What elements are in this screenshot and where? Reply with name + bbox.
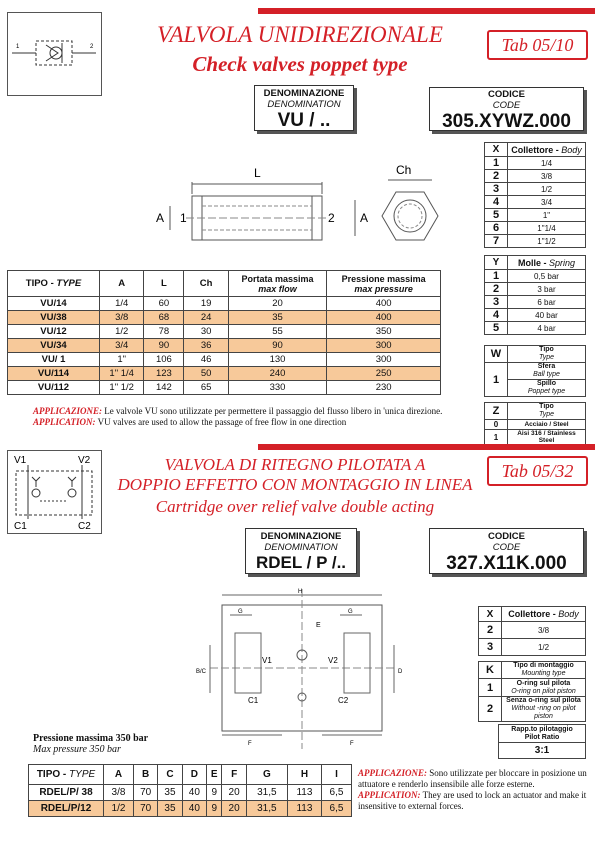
selector-k-mounting: K Tipo di montaggio Mounting type 1 O-ring sul pilota O-ring on pilot piston 2 Senza o-ring sul pilota Without -ring on pilot piston [478, 661, 586, 722]
pilot-ratio-box: Rapp.to pilotaggio Pilot Ratio 3:1 [498, 724, 586, 759]
section1-title-it: VALVOLA UNIDIREZIONALE [157, 22, 443, 47]
symbol-v1: V1 [14, 455, 27, 466]
col2-G: G [246, 765, 287, 785]
option-key: 1 [485, 157, 508, 170]
option-key: 3 [485, 296, 508, 309]
denom-label-it: DENOMINAZIONE [263, 88, 345, 99]
option-key: 2 [479, 697, 502, 722]
table-cell: 300 [327, 339, 441, 353]
app2-label-it: APPLICAZIONE: [358, 768, 428, 778]
code-label-en: CODE [492, 100, 521, 111]
col-max-pressure: Pressione massima max pressure [327, 271, 441, 297]
table-cell: 60 [144, 297, 184, 311]
check-valve-drawing [150, 160, 440, 250]
table-row [29, 801, 352, 817]
table-row [8, 367, 441, 381]
symbol-c1: C1 [14, 521, 27, 532]
option-key: 5 [485, 209, 508, 222]
pilot-check-valve-drawing [190, 585, 415, 755]
app-label-en: APPLICATION: [33, 417, 96, 427]
option-value: O-ring sul pilota O-ring on pilot piston [502, 679, 586, 697]
list-item [485, 209, 586, 222]
table-cell: RDEL/P/12 [29, 801, 104, 817]
table-cell: VU/114 [8, 367, 100, 381]
col2-H: H [287, 765, 321, 785]
option-key: 3 [479, 639, 502, 656]
table-cell: 20 [228, 297, 327, 311]
list-item [485, 222, 586, 235]
table-cell: 1" [100, 353, 144, 367]
option-value: 1" [508, 209, 586, 222]
col2-C: C [158, 765, 182, 785]
list-item [485, 183, 586, 196]
code2-label-it: CODICE [488, 531, 525, 542]
table-cell: 250 [327, 367, 441, 381]
col2-type: TIPO - TYPE [29, 765, 104, 785]
list-item [479, 697, 586, 722]
section2-spec-table [28, 764, 352, 817]
denom2-label-en: DENOMINATION [264, 542, 338, 553]
table-cell: 70 [133, 785, 157, 801]
list-item [485, 270, 586, 283]
section1-tab-badge: Tab 05/10 [487, 30, 588, 60]
table-cell: 35 [158, 801, 182, 817]
table-cell: 78 [144, 325, 184, 339]
table-cell: 3/4 [100, 339, 144, 353]
col2-D: D [182, 765, 206, 785]
table-cell: 3/8 [100, 311, 144, 325]
section2-title-it-line2: DOPPIO EFFETTO CON MONTAGGIO IN LINEA [117, 475, 473, 494]
drawing-v1: V1 [262, 656, 272, 665]
col-L: L [144, 271, 184, 297]
code-value: 305.XYWZ.000 [442, 111, 571, 132]
col2-A: A [104, 765, 134, 785]
table-cell: 31,5 [246, 785, 287, 801]
table-cell: 50 [184, 367, 228, 381]
app-label-it: APPLICAZIONE: [33, 406, 103, 416]
option-key: 3 [485, 183, 508, 196]
option-key: 4 [485, 309, 508, 322]
section2-title-it-line1: VALVOLA DI RITEGNO PILOTATA A [164, 455, 426, 474]
top-red-bar [258, 8, 595, 14]
table-cell: 35 [158, 785, 182, 801]
table-cell: 350 [327, 325, 441, 339]
symbol-port-2: 2 [90, 44, 94, 50]
pressure-note: Pressione massima 350 bar Max pressure 350 bar [33, 733, 149, 755]
table-cell: 31,5 [246, 801, 287, 817]
option-value: 1"1/2 [508, 235, 586, 248]
drawing-c2: C2 [338, 696, 349, 705]
table-cell: 230 [327, 381, 441, 395]
table-cell: 113 [287, 801, 321, 817]
option-key: 5 [485, 322, 508, 335]
app2-text-en: They are used to lock an actuator and make it insensitive to external forces. [358, 790, 587, 811]
drawing-G-right: G [348, 609, 353, 615]
col-A: A [100, 271, 144, 297]
option-value: 0,5 bar [508, 270, 586, 283]
drawing-BC: B/C [196, 669, 207, 675]
option-value: 3/8 [502, 622, 586, 639]
option-key: 4 [485, 196, 508, 209]
table-cell: VU/34 [8, 339, 100, 353]
denom-label-en: DENOMINATION [267, 99, 341, 110]
table-cell: 30 [184, 325, 228, 339]
table-cell: VU/ 1 [8, 353, 100, 367]
option-value: Senza o-ring sul pilota Without -ring on pilot piston [502, 697, 586, 722]
table-cell: 1/2 [104, 801, 134, 817]
option-value: 1/2 [508, 183, 586, 196]
code-label-it: CODICE [488, 89, 525, 100]
section1-title-en: Check valves poppet type [192, 52, 408, 76]
selector-y-spring: Y Molle - Spring 1 0,5 bar 2 3 bar 3 6 bar 4 40 bar 5 4 bar [484, 255, 586, 335]
section2-code-box [429, 528, 584, 574]
option-key: 6 [485, 222, 508, 235]
dim-L-label: L [254, 166, 261, 180]
option-key: 2 [479, 622, 502, 639]
option-value: 1/4 [508, 157, 586, 170]
selector2-x-body: X Collettore - Body 2 3/8 3 1/2 [478, 606, 586, 656]
table-cell: VU/112 [8, 381, 100, 395]
col-Ch: Ch [184, 271, 228, 297]
list-item [485, 235, 586, 248]
option-value: 4 bar [508, 322, 586, 335]
table-cell: 35 [228, 311, 327, 325]
option-value: 40 bar [508, 309, 586, 322]
option-key: 2 [485, 170, 508, 183]
app-text-en: VU valves are used to allow the passage of free flow in one direction [97, 417, 347, 427]
section2-denomination-box [245, 528, 357, 574]
option-key: 1 [479, 679, 502, 697]
col2-B: B [133, 765, 157, 785]
section1-application [33, 406, 443, 428]
col2-F: F [222, 765, 246, 785]
table-cell: 1/4 [100, 297, 144, 311]
list-item [485, 196, 586, 209]
list-item [485, 170, 586, 183]
option-value: 3/8 [508, 170, 586, 183]
table-cell: 106 [144, 353, 184, 367]
table-cell: 9 [207, 801, 222, 817]
col-max-flow: Portata massima max flow [228, 271, 327, 297]
table-cell: VU/14 [8, 297, 100, 311]
table-cell: RDEL/P/ 38 [29, 785, 104, 801]
option-value: 3/4 [508, 196, 586, 209]
table-cell: 130 [228, 353, 327, 367]
table-cell: 400 [327, 297, 441, 311]
table-cell: 40 [182, 785, 206, 801]
col2-I: I [321, 765, 351, 785]
option-value: 1/2 [502, 639, 586, 656]
section1-spec-table [7, 270, 441, 395]
table-cell: 1/2 [100, 325, 144, 339]
option-key: 1 [485, 430, 508, 445]
section2-application [358, 768, 590, 812]
option-key: 2 [485, 283, 508, 296]
table-cell: 1" 1/2 [100, 381, 144, 395]
list-item [485, 283, 586, 296]
option-key: 7 [485, 235, 508, 248]
table-cell: 300 [327, 353, 441, 367]
section1-code-box [429, 87, 584, 131]
symbol-v2: V2 [78, 455, 91, 466]
table-cell: 40 [182, 801, 206, 817]
table-row [8, 381, 441, 395]
list-item [485, 309, 586, 322]
table-cell: 330 [228, 381, 327, 395]
pilot-ratio-value: 3:1 [499, 743, 586, 759]
option-key: 0 [485, 420, 508, 430]
table-row [29, 785, 352, 801]
port-1-label: 1 [180, 211, 187, 225]
option-value: 1"1/4 [508, 222, 586, 235]
table-cell: 123 [144, 367, 184, 381]
dim-Ch-label: Ch [396, 163, 412, 177]
symbol-c2: C2 [78, 521, 91, 532]
option-value: 6 bar [508, 296, 586, 309]
table-row [8, 339, 441, 353]
table-row [8, 353, 441, 367]
selector-x-body: X Collettore - Body 1 1/4 2 3/8 3 1/2 4 3/4 5 1" 6 1"1/4 7 1"1/2 [484, 142, 586, 248]
table-cell: 1" 1/4 [100, 367, 144, 381]
denom2-label-it: DENOMINAZIONE [260, 531, 342, 542]
list-item [485, 430, 586, 445]
table-cell: 90 [144, 339, 184, 353]
section2-tab-badge: Tab 05/32 [487, 456, 588, 486]
table-row [8, 311, 441, 325]
table-cell: 142 [144, 381, 184, 395]
app2-text-it: Sono utilizzate per bloccare in posizione un attuatore e renderlo insensibile alle forze esterne. [358, 768, 587, 789]
drawing-c1: C1 [248, 696, 259, 705]
code2-value: 327.X11K.000 [446, 553, 567, 574]
middle-red-bar [258, 444, 595, 450]
list-item [485, 420, 586, 430]
list-item [479, 679, 586, 697]
code2-label-en: CODE [492, 542, 521, 553]
option-key: 1 [485, 270, 508, 283]
dim-A-label-right: A [360, 211, 369, 225]
list-item [485, 157, 586, 170]
check-valve-symbol [7, 12, 102, 96]
section1-denomination-box [254, 85, 354, 131]
table-cell: 6,5 [321, 801, 351, 817]
app-text-it: Le valvole VU sono utilizzate per permettere il passaggio del flusso libero in 'unica direzione. [104, 406, 443, 416]
list-item [479, 639, 586, 656]
drawing-v2: V2 [328, 656, 338, 665]
option-value: 3 bar [508, 283, 586, 296]
drawing-F-left: F [248, 741, 252, 747]
port-2-label: 2 [328, 211, 335, 225]
table-cell: 65 [184, 381, 228, 395]
table-cell: 3/8 [104, 785, 134, 801]
table-cell: 240 [228, 367, 327, 381]
dim-A-label-left: A [156, 211, 165, 225]
table-cell: 6,5 [321, 785, 351, 801]
table-cell: 70 [133, 801, 157, 817]
table-cell: 400 [327, 311, 441, 325]
symbol-port-1: 1 [16, 44, 20, 50]
table-cell: 20 [222, 801, 246, 817]
drawing-E: E [316, 622, 321, 629]
table-cell: 55 [228, 325, 327, 339]
table-cell: 20 [222, 785, 246, 801]
col2-E: E [207, 765, 222, 785]
list-item [479, 622, 586, 639]
table-cell: 113 [287, 785, 321, 801]
drawing-H: H [298, 589, 303, 595]
table-cell: 19 [184, 297, 228, 311]
list-item [485, 296, 586, 309]
option-value: Aisi 316 / Stainless Steel [508, 430, 586, 445]
selector-w-type: W Tipo Type 1 Sfera Ball type Spillo Poppet type [484, 345, 586, 397]
pilot-check-valve-symbol [7, 450, 102, 534]
table-row [8, 325, 441, 339]
selector-z-material: Z Tipo Type 0 Acciaio / Steel 1 Aisi 316 / Stainless Steel [484, 402, 586, 445]
denom-value: VU / .. [277, 110, 331, 131]
table-row [8, 297, 441, 311]
list-item [485, 322, 586, 335]
drawing-D: D [398, 669, 403, 675]
denom2-value: RDEL / P /.. [255, 553, 347, 572]
table-cell: 90 [228, 339, 327, 353]
table-cell: VU/12 [8, 325, 100, 339]
app2-label-en: APPLICATION: [358, 790, 421, 800]
section2-title-en: Cartridge over relief valve double acting [155, 497, 435, 516]
col-type: TIPO - TYPE [8, 271, 100, 297]
table-cell: 9 [207, 785, 222, 801]
table-cell: 36 [184, 339, 228, 353]
table-cell: 68 [144, 311, 184, 325]
drawing-F-right: F [350, 741, 354, 747]
option-value: Acciaio / Steel [508, 420, 586, 430]
table-cell: VU/38 [8, 311, 100, 325]
table-cell: 46 [184, 353, 228, 367]
table-cell: 24 [184, 311, 228, 325]
drawing-G-left: G [238, 609, 243, 615]
